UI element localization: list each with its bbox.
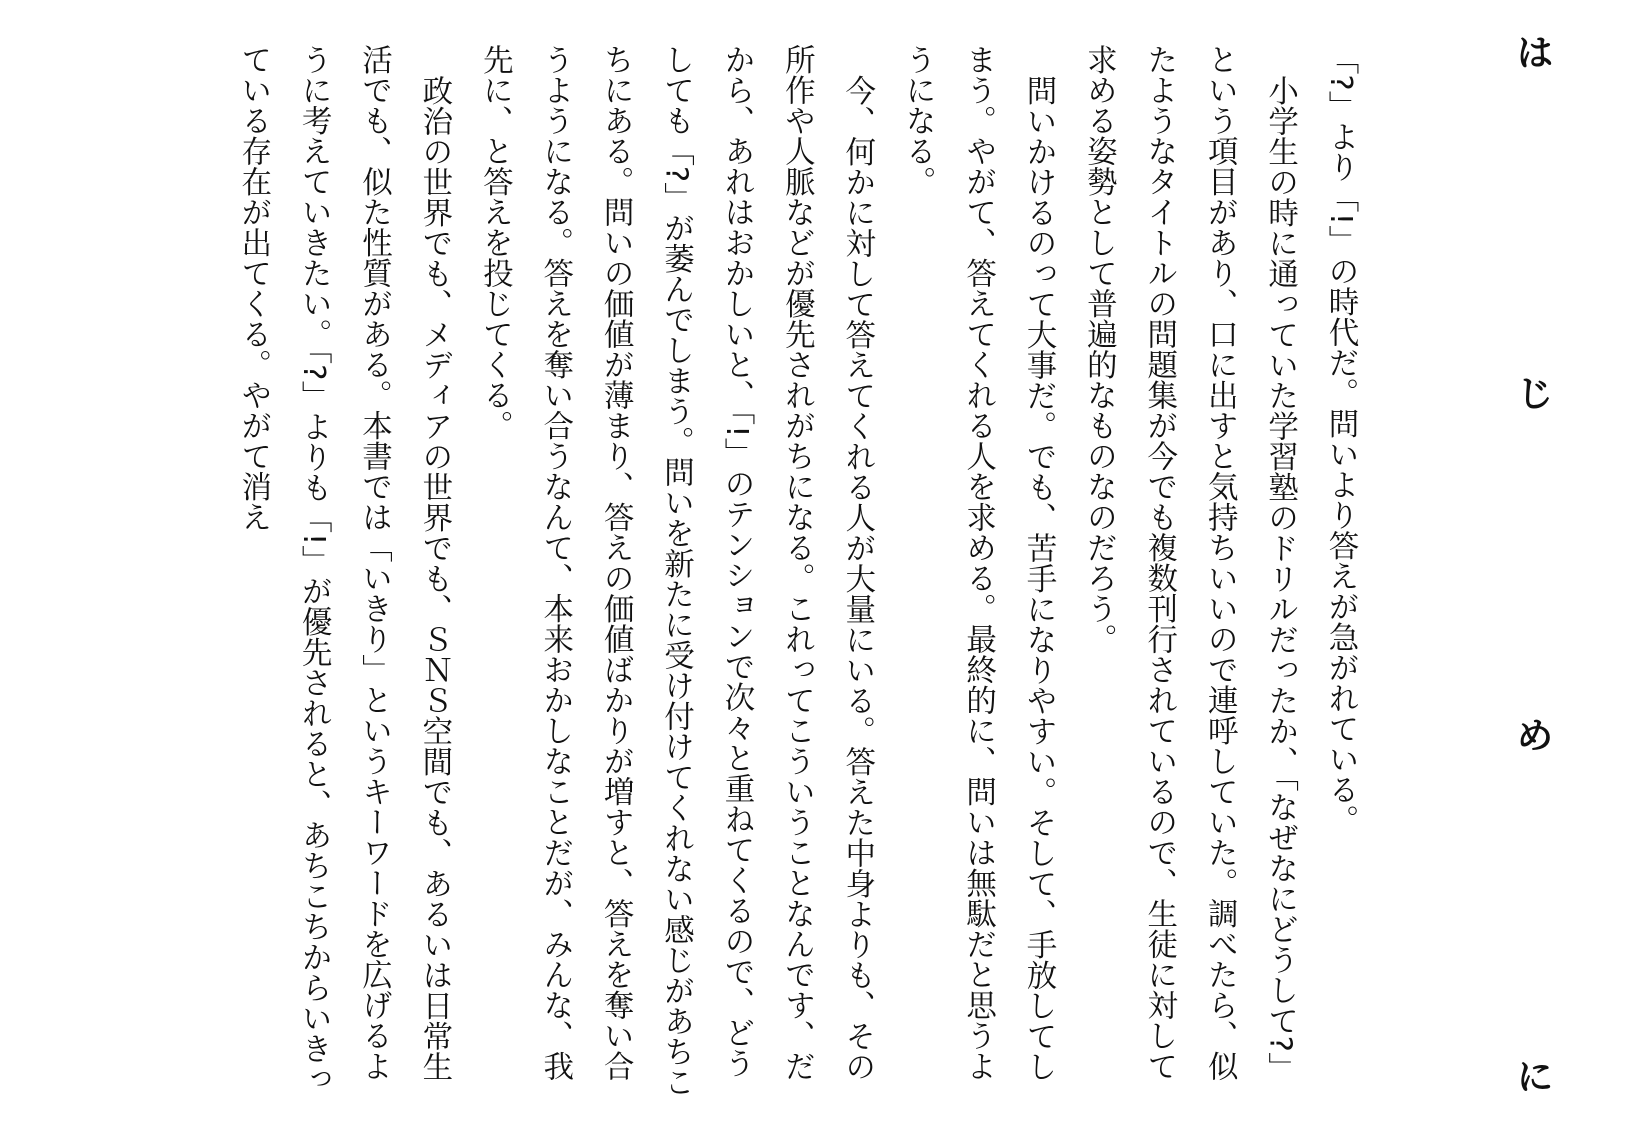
heading-char: に: [1516, 1056, 1553, 1098]
heading-char: め: [1516, 715, 1553, 757]
paragraph: 政治の世界でも、メディアの世界でも、ＳＮＳ空間でも、あるいは日常生活でも、似た性質がある。本書では「いきり」というキーワードを広げるように考えていきたい。「?」よりも「!」が優先されると、あちこちからいきっている存在が出てくる。やがて消え: [235, 44, 452, 1095]
heading-char: は: [1516, 33, 1553, 74]
paragraph: 小学生の時に通っていた学習塾のドリルだったか、「なぜなにどうして?」という項目があり、口に出すと気持ちいいので連呼していた。調べたら、似たようなタイトルの問題集が今でも複数刊行されているので、生徒に対して求める姿勢として普遍的なものなのだろう。: [1081, 44, 1298, 1082]
heading-char: じ: [1516, 374, 1553, 416]
chapter-heading: [1510, 33, 1560, 1098]
paragraph: 「?」より「!」の時代だ。問いより答えが急がれている。: [1323, 44, 1358, 835]
paragraph: 問いかけるのって大事だ。でも、苦手になりやすい。そして、手放してしまう。やがて、答えてくれる人を求める。最終的に、問いは無駄だと思うようになる。: [900, 44, 1056, 1081]
body-text: [92, 44, 1370, 1104]
paragraph: 今、何かに対して答えてくれる人が大量にいる。答えた中身よりも、その所作や人脈などが優先されがちになる。これってこういうことなんです、だから、あれはおかしいと、「!」のテンションで次々と重ねてくるので、どうしても「?」が萎んでしまう。問いを新たに受け付けてくれない感じがあちこちにある。問いの価値が薄まり、答えの価値ばかりが増すと、答えを奪い合うようになる。答えを奪い合うなんて、本来おかしなことだが、みんな、我先に、と答えを投じてくる。: [477, 44, 875, 1098]
